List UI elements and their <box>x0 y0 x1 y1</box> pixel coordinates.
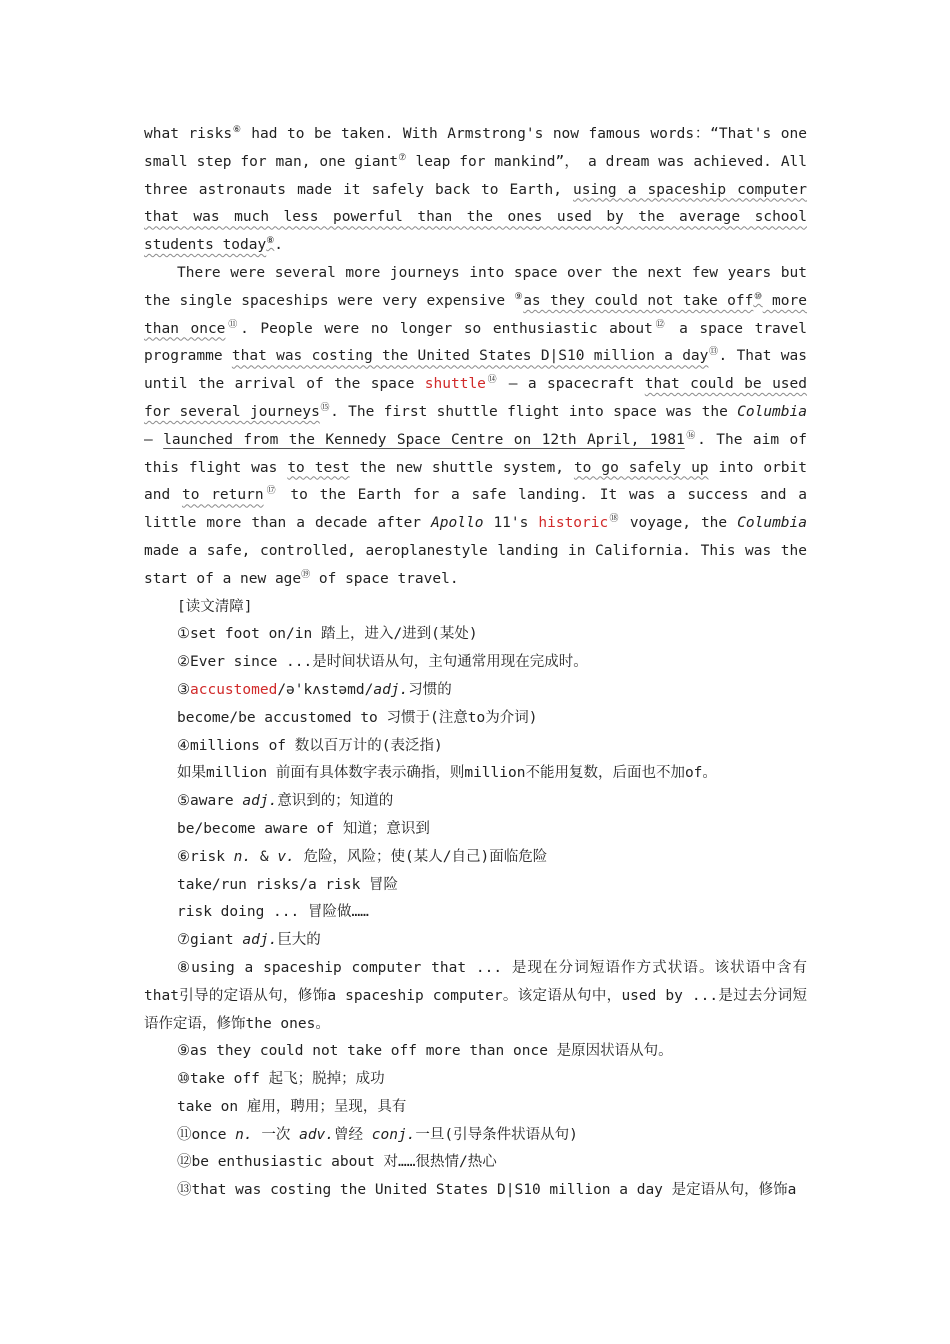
note-number: ③ <box>177 681 190 698</box>
text-run: of space travel. <box>310 570 459 587</box>
text-run: & <box>251 848 278 865</box>
definition: 巨大的 <box>277 932 321 949</box>
note-8: ⑧using a spaceship computer that ... 是现在分词短语作方式状语。该状语中含有that引导的定语从句，修饰a spaceship computer。该定语从句中，used by ...是过去分词短语作定语，修饰the ones。 <box>144 959 807 1032</box>
text-run: ⑥risk <box>177 848 234 865</box>
note-marker: ⑥ <box>232 125 242 135</box>
text-run: . People were no longer so enthusiastic about <box>240 320 653 337</box>
wavy-underlined-phrase: to go safely up <box>573 459 709 476</box>
part-of-speech: adj. <box>373 681 409 698</box>
text-run: ⑪once <box>177 1126 236 1143</box>
italic-name: Columbia <box>737 515 807 532</box>
definition: 危险，风险；使(某人/自己)面临危险 <box>294 848 548 865</box>
text-run: — <box>144 431 164 448</box>
italic-name: Columbia <box>737 403 807 420</box>
note-marker: ⑫ <box>652 319 668 330</box>
note-1: ①set foot on/in 踏上，进入/进到(某处) <box>177 626 478 643</box>
text-run: leap for mankind”， a dream was achieved. All three astronauts made it safely back to Earth, <box>144 153 808 198</box>
highlighted-word: historic <box>538 515 609 532</box>
text-block <box>144 121 807 1205</box>
note-10: ⑩take off 起飞；脱掉；成功 <box>177 1071 385 1088</box>
note-marker: ⑪ <box>225 319 241 330</box>
wavy-underlined-phrase: that could be used for several journeys <box>144 376 807 420</box>
note-marker: ⑭ <box>485 375 499 386</box>
notes-heading: [读文清障] <box>177 598 253 615</box>
text-run: to the Earth for a safe landing. It was a success and a little more than a decade after <box>144 487 807 532</box>
wavy-underlined-phrase: using a spaceship computer that was much less powerful than the ones used by the average school students today <box>144 181 807 254</box>
note-6 <box>144 844 807 872</box>
text-run: . <box>274 237 284 254</box>
part-of-speech: adv. <box>299 1126 335 1143</box>
note-marker: ⑱ <box>608 514 620 525</box>
note-5b: be/become aware of 知道；意识到 <box>177 820 430 837</box>
note-6c: risk doing ... 冒险做…… <box>177 904 369 921</box>
note-4b: 如果million 前面有具体数字表示确指，则million不能用复数，后面也不加of。 <box>177 765 717 782</box>
note-4: ④millions of 数以百万计的(表泛指) <box>177 737 443 754</box>
text-run: 11's <box>483 515 539 532</box>
highlighted-word: accustomed <box>190 681 278 698</box>
note-10b: take on 雇用，聘用；呈现，具有 <box>177 1098 407 1115</box>
wavy-underlined-phrase: that was costing the United States D|S10 million a day <box>231 348 709 365</box>
note-3b: become/be accustomed to 习惯于(注意to为介词) <box>177 709 538 726</box>
definition: 意识到的；知道的 <box>277 793 394 810</box>
text-run: made a safe, controlled, aeroplanestyle landing in California. This was the start of a new age <box>144 542 807 587</box>
part-of-speech: v. <box>277 848 295 865</box>
note-marker: ⑯ <box>684 430 698 441</box>
wavy-underlined-phrase: to test <box>287 459 350 476</box>
note-marker: ⑩ <box>753 291 763 302</box>
text-run: a space travel programme <box>144 320 807 365</box>
definition: 一旦(引导条件状语从句) <box>415 1126 578 1143</box>
note-13: ⑬that was costing the United States D|S10 million a day 是定语从句，修饰a <box>177 1182 797 1199</box>
text-run: . The first shuttle flight into space was the <box>330 403 738 420</box>
text-run: the new shuttle system, <box>349 459 574 476</box>
text-run: into orbit and <box>144 459 807 504</box>
definition: 一次 <box>252 1126 300 1143</box>
text-run: . The aim of this flight was <box>144 431 807 476</box>
note-2: ②Ever since ...是时间状语从句，主句通常用现在完成时。 <box>177 654 588 671</box>
part-of-speech: conj. <box>371 1126 416 1143</box>
definition: 习惯的 <box>408 681 452 698</box>
text-run: what risks <box>144 126 233 142</box>
note-marker: ⑧ <box>266 236 275 247</box>
note-3 <box>144 677 807 705</box>
note-marker: ⑨ <box>514 291 524 302</box>
text-run: There were several more journeys into space over the next few years but the single spaceships were very expensive <box>144 264 807 309</box>
note-marker: ⑰ <box>263 486 279 497</box>
wavy-underlined-phrase: to return <box>181 487 264 504</box>
part-of-speech: n. <box>233 848 252 865</box>
note-marker: ⑮ <box>319 402 331 413</box>
text-run: — a spacecraft <box>498 376 645 393</box>
note-12: ⑫be enthusiastic about 对……很热情/热心 <box>177 1154 497 1171</box>
text-run: ⑤aware <box>177 793 243 810</box>
part-of-speech: adj. <box>242 793 278 810</box>
note-9: ⑨as they could not take off more than once 是原因状语从句。 <box>177 1043 673 1060</box>
underlined-phrase: launched from the Kennedy Space Centre on 12th April, 1981 <box>163 431 685 448</box>
text-run: . That was until the arrival of the space <box>144 348 807 393</box>
note-6b: take/run risks/a risk 冒险 <box>177 876 399 893</box>
note-7 <box>144 927 807 955</box>
text-run: had to be taken. With Armstrong's now famous words：“That's one small step for man, one giant <box>144 126 807 170</box>
wavy-underlined-phrase: more than once <box>144 292 807 337</box>
note-marker: ⑦ <box>398 152 407 163</box>
note-5 <box>144 788 807 816</box>
note-marker: ⑲ <box>301 569 311 580</box>
text-run: voyage, the <box>619 515 738 532</box>
wavy-underlined-phrase: as they could not take off <box>523 292 754 309</box>
passage-paragraph-2 <box>144 260 807 594</box>
highlighted-word: shuttle <box>424 376 486 393</box>
passage-paragraph-1 <box>144 121 807 260</box>
phonetic: /ə'kʌstəmd/ <box>277 681 374 698</box>
definition: 曾经 <box>334 1126 372 1143</box>
part-of-speech: adj. <box>242 932 278 949</box>
text-run: ⑦giant <box>177 932 243 949</box>
part-of-speech: n. <box>235 1126 253 1143</box>
italic-name: Apollo <box>431 515 484 532</box>
note-marker: ⑬ <box>708 347 719 358</box>
note-11 <box>144 1122 807 1150</box>
